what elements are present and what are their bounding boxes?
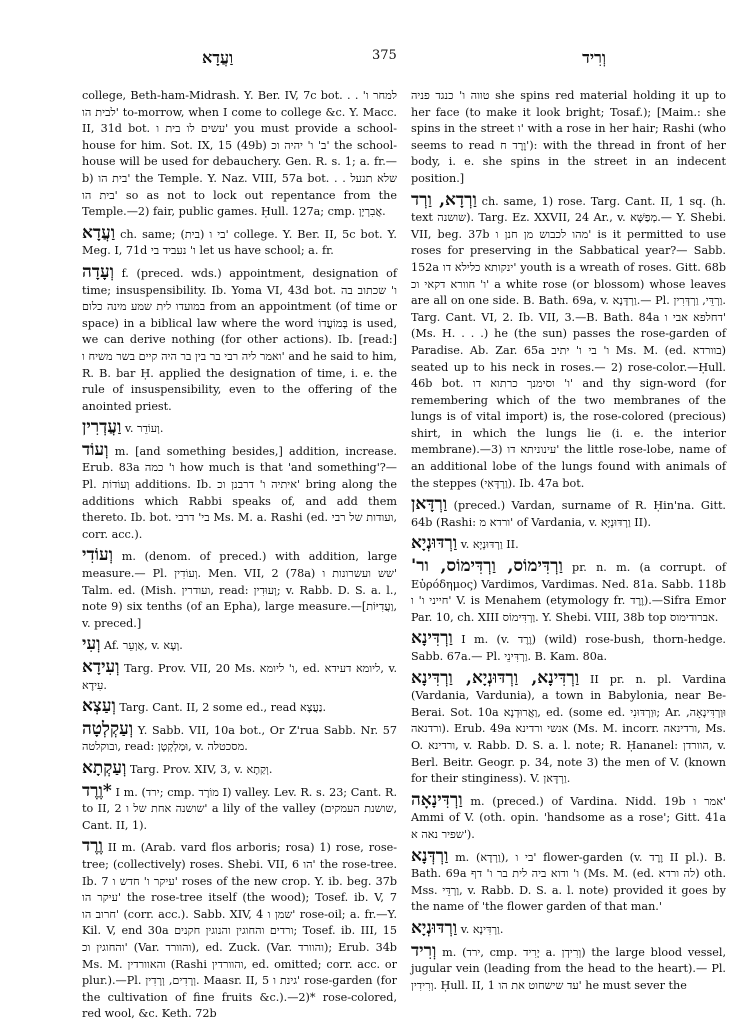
dictionary-entry	[411, 669, 726, 788]
dictionary-entry	[82, 782, 397, 835]
entry-text: Y. Sabb. VII, 10a bot., Or Z'rua Sabb. Nr. 57 ובוקלטה, read: וּמַלְקְטָן, v. מסכטלה.	[82, 723, 397, 754]
dictionary-entry	[411, 942, 726, 995]
entry-headword: *וֶרֶד	[82, 780, 112, 801]
left-column	[82, 88, 397, 1026]
entry-text: m. (preced.) of Vardina. Nidd. 19b אמר ו' Ammi of V. (oth. opin. 'handsome as a rose'; Gitt. 41a שפיר נאה א').	[411, 794, 726, 841]
entry-headword: וַרְדִּינָאָה	[411, 789, 463, 810]
entry-text: f. (preced. wds.) appointment, designation of time; insuspensibility. Ib. Yoma VI, 43d bot. ו' שכתוב בה במועדו לית שמע מינה כלום from an appointment (of time or space) in a biblical law where the word בְּמוֹעֲדוֹ is used, we can derive nothing (for other actions). Ib. [read:] ואמר ליה רבי בר בין בר היה קיים בשר משיח ו' and he said to him, R. B. bar Ḥ. applied the designation of time, i. e. the rule of insuspensibility, even to the offering of the anointed priest.	[82, 266, 397, 413]
entry-text: v. וַרְדּוּנְיָא II.	[460, 538, 519, 552]
entry-text: I m. (ירד; cmp. מוֹרָד I) valley. Lev. R. s. 23; Cant. R. to II, 2 שושנה אחת של ו' a lily of the valley (שושנת העמקים, Cant. II, 1).	[82, 785, 397, 832]
entry-headword: וְעִידָא	[82, 657, 120, 677]
entry-text: Targ. Prov. XIV, 3, v. וְקַתָא.	[129, 762, 273, 776]
header-right-headword: וְרִיד	[582, 48, 606, 67]
entry-text: Targ. Prov. VII, 20 Ms. ו' ליומא, ed. ליומא דעידא, v. עִידָא.	[82, 662, 397, 692]
entry-headword: וְעָדָה	[82, 261, 114, 282]
entry-headword: וַרְדִּינָא	[411, 628, 453, 649]
entry-text: Targ. Cant. II, 2 some ed., read נַעֲצָא.	[119, 701, 327, 715]
two-column-body	[82, 88, 726, 1026]
entry-headword: וְעַקְתָא	[82, 757, 127, 778]
dictionary-entry	[82, 441, 397, 544]
entry-headword: וַרְדָּאן	[411, 494, 448, 515]
entry-text: ch. same; (בית) בי ו' college. Y. Ber. II, 5c bot. Y. Meg. I, 71d ו' נעביד בי let us have school; a. fr.	[82, 227, 397, 258]
page-number: 375	[372, 48, 397, 63]
dictionary-entry	[82, 224, 397, 260]
dictionary-entry	[82, 720, 397, 756]
dictionary-entry	[411, 847, 726, 916]
dictionary-entry	[411, 191, 726, 493]
entry-text: v. וַרְדִּינָא.	[460, 922, 504, 936]
entry-text: pr. n. m. (a corrupt. of Εὐρόδημος) Vardimos, Vardimas. Ned. 81a. Sabb. 118b חייני ו' ו' V. is Menahem (etymology fr. וֶרֶד).—Sifra Emor Par. 10, ch. XIII וַרְדִּימוֹס. Y. Shebi. VIII, 38b top אברודימוס.	[411, 561, 726, 624]
dictionary-entry	[82, 697, 397, 717]
entry-text: Af. אַוְעֵר, v. וְעָא.	[104, 639, 183, 653]
entry-text: I m. (v. וֶרֶד) (wild) rose-bush, thorn-hedge. Sabb. 67a.— Pl. וַרְדִּינֵי. B. Kam. 80a.	[411, 633, 726, 663]
entry-headword: וַעֲדָא	[82, 222, 116, 243]
entry-text: (preced.) Vardan, surname of R. Ḥin'na. Gitt. 64b (Rashi: ורדא מ' of Vardania, v. וַרְדּוּנְיָא II).	[411, 499, 726, 529]
dictionary-entry	[411, 534, 726, 554]
entry-headword: וַרְדִּימוֹס, וַרְדִּימוֹס, ור'	[411, 556, 563, 577]
dictionary-entry	[82, 263, 397, 415]
dictionary-entry	[411, 88, 726, 188]
dictionary-entry	[82, 837, 397, 1023]
entry-headword: וַרְדּוּנְיָא	[411, 533, 458, 554]
dictionary-entry	[82, 635, 397, 655]
entry-headword: וַרְדָא, וַרְד	[411, 189, 477, 210]
entry-headword: וְעַקְלְטָה	[82, 718, 134, 739]
entry-headword: וַרְדּוּנְיָא	[411, 917, 458, 938]
header-left-headword: וַעֲדָא	[202, 48, 234, 67]
entry-text: m. (denom. of preced.) with addition, large measure.— Pl. וְעוֹדִין. Men. VII, 2 (78a) שש ועשרונות ו' Talm. ed. (Mish. ועודרין, read: וְעוּדִין; v. Rabb. D. S. a. l., note 9) six tenths (of an Epha), large measure.—[וַעֲדִיּוֹת, v. preced.]	[82, 550, 398, 630]
dictionary-entry	[411, 629, 726, 665]
entry-text: m. (וַרְדָא), בי ו' flower-garden (v. וֶרֶד II pl.). B. Bath. 69a ו' ודוא ביה לית בר ו' דף (Ms. M. (ed. לה ורדא) oth. Mss. וַרְדֵּי, v. Rabb. D. S. a. l. note) provided it goes by the name of 'the flower garden of that man.'	[411, 850, 726, 914]
dictionary-entry	[82, 759, 397, 779]
dictionary-entry	[82, 88, 397, 221]
entry-headword: וַרְדְּנָא	[411, 845, 449, 866]
entry-text: ch. same, 1) rose. Targ. Cant. II, 1 sq. (h. text שושנה). Targ. Ez. XXVII, 24 Ar., v. מְפַשָּׁא.— Y. Shebi. VII, beg. 37b מהו לכבוש מן חנן ו' is it permitted to use roses for preserving in the Sabbatical year?— Sabb. 152a ינקותא כלילא דו' youth is a wreath of roses. Gitt. 68b ו' חוורא דקאי וכ' a white rose (or blossom) whose leaves are all on one side. B. Bath. 69a, v. וַרְדָּנָא.— Pl. וַרְדֵּי, וַרְדְּרִין. Targ. Cant. VI, 2. Ib. VII, 3.—B. Bath. 84a דחלפא אבי ו' (Ms. H. . . .) he (the sun) passes the rose-garden of Paradise. Ab. Zar. 65a ו' בי ו' יתיב Ms. M. (ed. בוורדא) seated up to his neck in roses.— 2) rose-color.—Ḥull. 46b bot. ו' וסימנך כרתוא דו' and thy sign-word (for remembering which of the two membranes of the lungs is of vital import) is, the rose-colored (precious) shirt, in which the lungs lie (i. e. the interior membrane).—3) עינוניתא דו' the little rose-lobe, name of an additional lobe of the lungs found with animals of the steppes (וַרְדָּאִי). Ib. 47a bot.	[411, 194, 727, 490]
dictionary-entry	[411, 495, 726, 531]
dictionary-entry	[411, 791, 726, 844]
dictionary-entry	[82, 418, 397, 438]
entry-headword: וֶרֶד	[82, 836, 103, 857]
entry-text: II m. (Arab. vard flos arboris; rosa) 1) rose, rose-tree; (collectively) roses. Shebi. VII, 6 הו' the rose-tree. Ib. 7 עיקר ו' חדש ו' roses of the new crop. Y. ib. beg. 37b עיקר הו' the rose-tree itself (the wood); Tosef. ib. V, 7 חרוב הו' (corr. acc.). Sabb. XIV, 4 שמן ו' rose-oil; a. fr.—Y. Kil. V, end 30a ורדים והחוגין והנוגין חקנים; Tosef. ib. III, 15 והחוגין וכ' (Var. והוורד), ed. Zuck. (Var. והוורד); Erub. 34b Ms. M. והאוורדין (Rashi והוורדין, ed. omitted; corr. acc. or plur.).—Pl. וְרָדִים, וְרָדִין. Maasr. II, 5 גינת ו' rose-garden (for the cultivation of fine fruits &c.).—2)* rose-colored, red wool, &c. Keth. 72b	[82, 841, 398, 1021]
entry-headword: וְעוֹד	[82, 439, 109, 460]
dictionary-entry	[411, 557, 726, 626]
entry-text: m. (ירד, cmp. יָרִיד a. וְרִידְן) the large blood vessel, jugular vein (leading from the head to the heart).— Pl. וְרִידִין. Ḥull. II, 1 עד שישחוט את הו' he must sever the	[411, 945, 727, 992]
entry-text: טווה ו' כנגד פניה she spins red material holding it up to her face (to make it look bright; Tosaf.); [Maim.: she spins in the street ו' with a rose in her hair; Rashi (who seems to read וֶרֶד ח'): with the thread in front of her body, i. e. she spins in the street in an indecent position.]	[411, 89, 726, 185]
entry-text: II pr. n. pl. Vardina (Vardania, Vardunia), a town in Babylonia, near Be-Berai. Sot. 10a וַאֲרוּדְנָא, ed. (some ed. וּוַרְדּוּנִי; Ar. וּוַרְדִּינָאָה, ורדנאה). Erub. 49a אנשי ורדינא (Ms. M. incorr. ורדינאה, Ms. O. ורדינא, v. Rabb. D. S. a. l. note; R. Ḥananel: הוורדן, v. Berl. Beitr. Geogr. p. 34, note 3) the men of V. (known for their stinginess). V. וַרְדָּאן.	[411, 672, 727, 786]
entry-headword: וְרִיד	[411, 940, 437, 961]
entry-text: college, Beth-ham-Midrash. Y. Ber. IV, 7c bot. . . למחר ו' לבית הו' to-morrow, when I come to college &c. Y. Macc. II, 31d bot. עשים לו בית ו' you must provide a school-house for him. Sot. IX, 15 (49b) ב' ו' יהיה וכ' the school-house will be used for debauchery. Gen. R. s. 1; a. fr.— b) בית הו' the Temple. Y. Naz. VIII, 57a bot. . . שלא תנעל בית הו' so as not to lock out repentance from the Temple.—2) fair, public games. Ḥull. 127a; cmp. אֲבִרְיָן.	[82, 89, 397, 219]
entry-headword: וַעֲדְרִין	[82, 417, 122, 438]
entry-headword: וַרְדִּינָא, וַרְדּוּנְיָא, וַרְדִּינָא	[411, 667, 580, 688]
entry-headword: וְעוֹדִי	[82, 545, 113, 566]
entry-text: v. וְעוֹדֵר.	[124, 422, 164, 436]
entry-headword: וְעַצְא	[82, 696, 116, 717]
running-header	[82, 48, 726, 88]
entry-headword: וְעִי	[82, 634, 101, 655]
dictionary-entry	[411, 919, 726, 939]
entry-text: m. [and something besides,] addition, increase. Erub. 83a ו' כמה how much is that 'and something'?— Pl. וְעוֹדוֹת additions. Ib. איתיה ו' דרבנן וכ' bring along the additions which Rabbi speaks of, and add them thereto. Ib. bot. בי' דרבי Ms. M. a. Rashi (ed. ועודות של רבי, corr. acc.).	[82, 444, 397, 541]
right-column	[411, 88, 726, 1026]
dictionary-entry	[82, 546, 397, 632]
dictionary-entry	[82, 658, 397, 694]
